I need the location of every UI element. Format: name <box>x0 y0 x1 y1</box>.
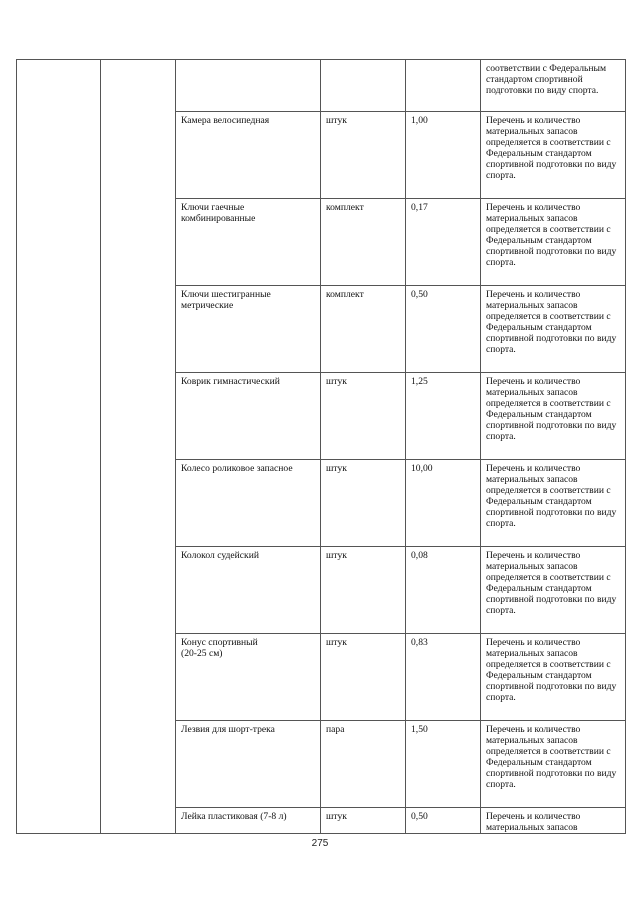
item-name-cell: Лейка пластиковая (7-8 л) <box>176 808 321 834</box>
note-cell: Перечень и количество материальных запасов определяется в соответствии с Федеральным стандартом спортивной подготовки по виду спорта. <box>481 112 626 199</box>
quantity-cell: 1,25 <box>406 373 481 460</box>
item-name-cell: Ключи гаечные комбинированные <box>176 199 321 286</box>
quantity-cell: 1,00 <box>406 112 481 199</box>
unit-cell: штук <box>321 373 406 460</box>
unit-cell: штук <box>321 547 406 634</box>
unit-cell <box>321 60 406 112</box>
quantity-cell: 0,50 <box>406 286 481 373</box>
note-cell: соответствии с Федеральным стандартом спортивной подготовки по виду спорта. <box>481 60 626 112</box>
item-name-cell: Камера велосипедная <box>176 112 321 199</box>
unit-cell: пара <box>321 721 406 808</box>
item-name-cell <box>176 60 321 112</box>
empty-cell <box>101 60 176 834</box>
quantity-cell: 0,08 <box>406 547 481 634</box>
item-name-cell: Колесо роликовое запасное <box>176 460 321 547</box>
note-cell: Перечень и количество материальных запасов определяется в соответствии с Федеральным стандартом спортивной подготовки по виду спорта. <box>481 721 626 808</box>
quantity-cell: 0,83 <box>406 634 481 721</box>
note-cell: Перечень и количество материальных запасов определяется в соответствии с Федеральным стандартом спортивной подготовки по виду спорта. <box>481 373 626 460</box>
unit-cell: штук <box>321 460 406 547</box>
page-number: 275 <box>311 838 329 849</box>
note-cell: Перечень и количество материальных запасов определяется в соответствии с Федеральным стандартом спортивной подготовки по виду спорта. <box>481 286 626 373</box>
item-name-cell: Лезвия для шорт-трека <box>176 721 321 808</box>
note-cell: Перечень и количество материальных запасов определяется в соответствии с Федеральным стандартом спортивной подготовки по виду спорта. <box>481 547 626 634</box>
quantity-cell <box>406 60 481 112</box>
quantity-cell: 0,17 <box>406 199 481 286</box>
item-name-cell: Конус спортивный (20-25 см) <box>176 634 321 721</box>
unit-cell: штук <box>321 634 406 721</box>
unit-cell: штук <box>321 808 406 834</box>
unit-cell: комплект <box>321 286 406 373</box>
unit-cell: штук <box>321 112 406 199</box>
item-name-cell: Коврик гимнастический <box>176 373 321 460</box>
note-cell: Перечень и количество материальных запасов <box>481 808 626 834</box>
quantity-cell: 0,50 <box>406 808 481 834</box>
empty-cell <box>17 60 101 834</box>
note-cell: Перечень и количество материальных запасов определяется в соответствии с Федеральным стандартом спортивной подготовки по виду спорта. <box>481 199 626 286</box>
item-name-cell: Ключи шестигранные метрические <box>176 286 321 373</box>
quantity-cell: 1,50 <box>406 721 481 808</box>
quantity-cell: 10,00 <box>406 460 481 547</box>
note-cell: Перечень и количество материальных запасов определяется в соответствии с Федеральным стандартом спортивной подготовки по виду спорта. <box>481 634 626 721</box>
materials-table <box>16 59 626 834</box>
item-name-cell: Колокол судейский <box>176 547 321 634</box>
table-row <box>17 60 626 112</box>
note-cell: Перечень и количество материальных запасов определяется в соответствии с Федеральным стандартом спортивной подготовки по виду спорта. <box>481 460 626 547</box>
unit-cell: комплект <box>321 199 406 286</box>
